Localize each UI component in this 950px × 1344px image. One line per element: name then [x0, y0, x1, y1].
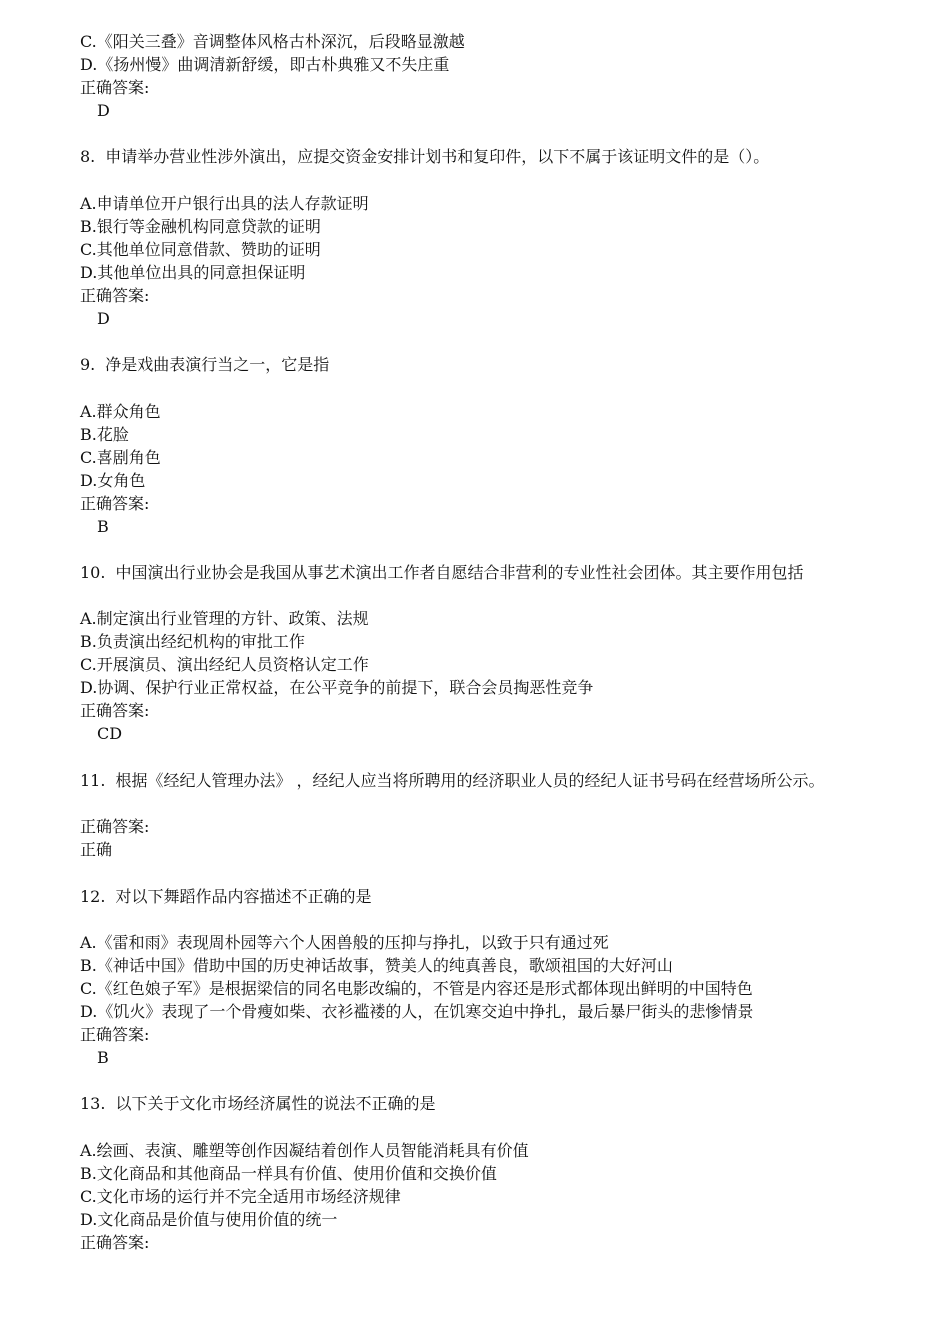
question-11 — [80, 769, 880, 861]
option-d: D.女角色 — [80, 470, 146, 490]
question-13 — [80, 1092, 880, 1253]
answer-label: 正确答案: — [80, 493, 150, 513]
option-d: D.协调、保护行业正常权益，在公平竞争的前提下，联合会员掏恶性竞争 — [80, 678, 594, 698]
question-7-tail — [80, 30, 880, 122]
option-d: D.《扬州慢》曲调清新舒缓，即古朴典雅又不失庄重 — [80, 55, 450, 74]
question-number: 11. — [80, 770, 106, 790]
answer-value: 正确 — [80, 840, 113, 860]
question-number: 9. — [80, 355, 96, 375]
question-12 — [80, 885, 880, 1069]
question-stem — [80, 769, 875, 792]
exam-page — [80, 30, 880, 1254]
question-number: 10. — [80, 562, 106, 582]
question-stem — [80, 353, 880, 376]
question-text: 根据《经纪人管理办法》 ，经纪人应当将所聘用的经济职业人员的经纪人证书号码在经营场所公示。 — [115, 770, 825, 790]
option-b: B.银行等金融机构同意贷款的证明 — [80, 216, 321, 236]
question-8 — [80, 145, 880, 329]
option-c: C.开展演员、演出经纪人员资格认定工作 — [80, 655, 369, 675]
option-c: C.喜剧角色 — [80, 447, 161, 467]
option-a: A.群众角色 — [80, 401, 161, 421]
option-d: D.文化商品是价值与使用价值的统一 — [80, 1209, 338, 1229]
option-c: C.其他单位同意借款、赞助的证明 — [80, 239, 321, 259]
question-stem — [80, 885, 880, 908]
option-b: B.负责演出经纪机构的审批工作 — [80, 632, 305, 652]
question-stem — [80, 561, 880, 584]
option-c: C.文化市场的运行并不完全适用市场经济规律 — [80, 1186, 401, 1206]
question-number: 13. — [80, 1094, 106, 1114]
option-d: D.其他单位出具的同意担保证明 — [80, 262, 306, 282]
question-text: 以下关于文化市场经济属性的说法不正确的是 — [115, 1094, 436, 1114]
answer-label: 正确答案: — [80, 1232, 150, 1252]
question-text: 对以下舞蹈作品内容描述不正确的是 — [115, 886, 372, 906]
question-stem — [80, 145, 880, 168]
option-c: C.《阳关三叠》音调整体风格古朴深沉，后段略显激越 — [80, 32, 465, 51]
option-b: B.花脸 — [80, 424, 129, 444]
question-text: 净是戏曲表演行当之一，它是指 — [105, 355, 330, 375]
option-a: A.绘画、表演、雕塑等创作因凝结着创作人员智能消耗具有价值 — [80, 1140, 529, 1160]
option-b: B.《神话中国》借助中国的历史神话故事，赞美人的纯真善良，歌颂祖国的大好河山 — [80, 955, 673, 975]
answer-value: CD — [97, 724, 123, 744]
answer-value: D — [97, 101, 110, 120]
option-a: A.《雷和雨》表现周朴园等六个人困兽般的压抑与挣扎，以致于只有通过死 — [80, 932, 609, 952]
answer-value: D — [97, 308, 110, 328]
option-a: A.制定演出行业管理的方针、政策、法规 — [80, 609, 369, 629]
answer-label: 正确答案: — [80, 78, 150, 97]
question-10 — [80, 561, 880, 745]
question-number: 8. — [80, 147, 96, 167]
option-b: B.文化商品和其他商品一样具有价值、使用价值和交换价值 — [80, 1163, 497, 1183]
option-c: C.《红色娘子军》是根据梁信的同名电影改编的，不管是内容还是形式都体现出鲜明的中国特色 — [80, 978, 753, 998]
answer-label: 正确答案: — [80, 817, 150, 837]
question-stem — [80, 1092, 880, 1115]
question-9 — [80, 353, 880, 537]
answer-label: 正确答案: — [80, 285, 150, 305]
question-text: 中国演出行业协会是我国从事艺术演出工作者自愿结合非营利的专业性社会团体。其主要作用包括 — [115, 562, 804, 582]
question-text: 申请举办营业性涉外演出，应提交资金安排计划书和复印件，以下不属于该证明文件的是（）。 — [105, 147, 770, 167]
answer-label: 正确答案: — [80, 1024, 150, 1044]
answer-value: B — [97, 1047, 109, 1067]
answer-value: B — [97, 516, 109, 536]
answer-label: 正确答案: — [80, 701, 150, 721]
question-number: 12. — [80, 886, 106, 906]
option-d: D.《饥火》表现了一个骨瘦如柴、衣衫褴褛的人，在饥寒交迫中挣扎，最后暴尸街头的悲惨情景 — [80, 1001, 754, 1021]
option-a: A.申请单位开户银行出具的法人存款证明 — [80, 193, 369, 213]
